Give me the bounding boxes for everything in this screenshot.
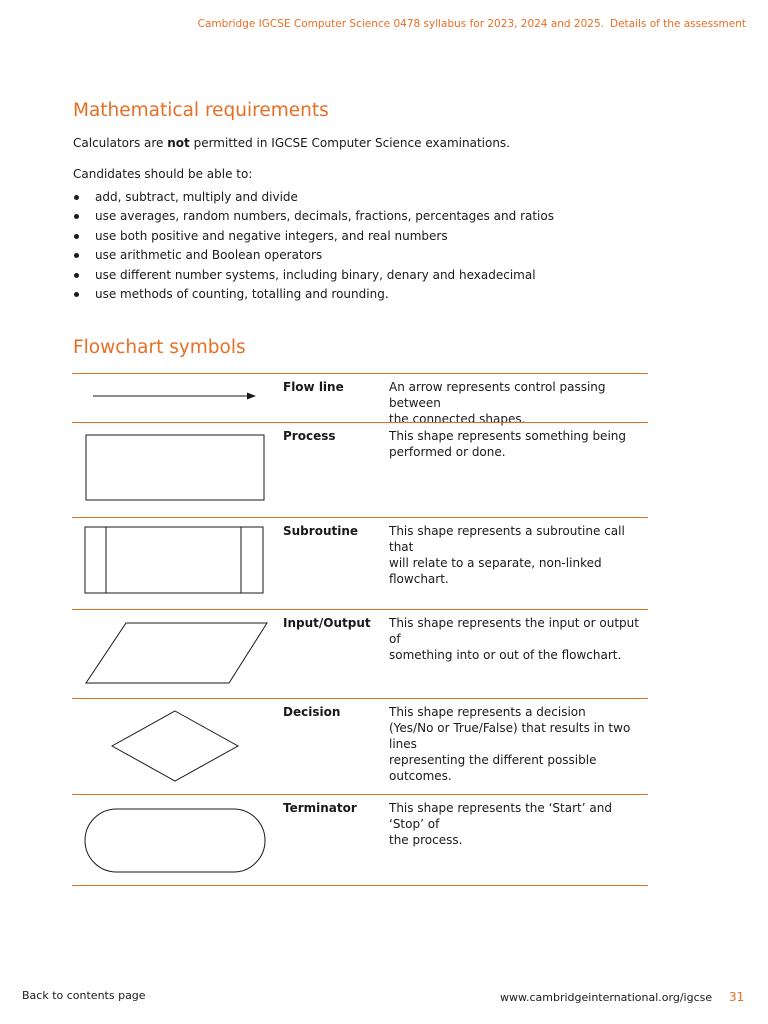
process-symbol <box>72 423 277 518</box>
desc-line: This shape represents a subroutine call that <box>389 524 625 554</box>
symbol-description <box>389 615 644 663</box>
running-header <box>198 18 746 30</box>
list-item: use both positive and negative integers, and real numbers <box>73 228 673 247</box>
section-heading-math: Mathematical requirements <box>73 100 329 121</box>
desc-line: An arrow represents control passing between <box>389 380 606 410</box>
section-heading-flowchart: Flowchart symbols <box>73 337 246 358</box>
page-number: 31 <box>729 990 745 1004</box>
calc-text-bold: not <box>167 136 190 150</box>
symbol-name: Subroutine <box>283 524 359 538</box>
input-output-symbol <box>72 610 277 699</box>
symbol-description <box>389 704 644 784</box>
table-bottom-rule <box>72 885 648 886</box>
desc-line: performed or done. <box>389 445 506 459</box>
symbol-name: Process <box>283 429 336 443</box>
table-row-flow-line <box>72 373 648 426</box>
list-item: use methods of counting, totalling and rounding. <box>73 286 673 305</box>
desc-line: the connected shapes. <box>389 412 526 426</box>
list-item: use averages, random numbers, decimals, fractions, percentages and ratios <box>73 208 673 227</box>
decision-symbol <box>72 699 277 795</box>
desc-line: will relate to a separate, non-linked flowchart. <box>389 556 602 586</box>
table-row-terminator <box>72 794 648 886</box>
desc-line: the process. <box>389 833 463 847</box>
symbol-name: Flow line <box>283 380 344 394</box>
desc-line: something into or out of the flowchart. <box>389 648 622 662</box>
desc-line: This shape represents the input or output of <box>389 616 639 646</box>
candidates-intro: Candidates should be able to: <box>73 167 253 181</box>
symbol-description <box>389 523 644 587</box>
subroutine-symbol <box>72 518 277 610</box>
desc-line: representing the different possible outcomes. <box>389 753 597 783</box>
header-section: Details of the assessment <box>609 18 746 30</box>
desc-line: (Yes/No or True/False) that results in two lines <box>389 721 631 751</box>
desc-line: This shape represents a decision <box>389 705 586 719</box>
calc-text-2: permitted in IGCSE Computer Science examinations. <box>189 136 510 150</box>
website-url: www.cambridgeinternational.org/igcse <box>500 991 713 1004</box>
table-row-decision <box>72 698 648 795</box>
symbol-name: Terminator <box>283 801 357 815</box>
list-item: add, subtract, multiply and divide <box>73 189 673 208</box>
back-to-contents-link[interactable]: Back to contents page <box>22 989 146 1002</box>
symbol-description <box>389 379 644 427</box>
symbol-name: Decision <box>283 705 341 719</box>
table-row-process <box>72 422 648 518</box>
math-requirements-list <box>73 189 673 305</box>
list-item: use different number systems, including binary, denary and hexadecimal <box>73 267 673 286</box>
flow-line-symbol <box>72 374 277 423</box>
table-row-input-output <box>72 609 648 699</box>
symbol-name: Input/Output <box>283 616 371 630</box>
calc-text-1: Calculators are <box>73 136 168 150</box>
symbol-description <box>389 428 644 460</box>
desc-line: This shape represents the ‘Start’ and ‘Stop’ of <box>389 801 612 831</box>
header-syllabus: Cambridge IGCSE Computer Science 0478 syllabus for 2023, 2024 and 2025. <box>197 18 604 30</box>
terminator-symbol <box>72 795 277 886</box>
desc-line: This shape represents something being <box>389 429 626 443</box>
symbol-description <box>389 800 644 848</box>
calculator-note <box>73 135 510 151</box>
list-item: use arithmetic and Boolean operators <box>73 247 673 266</box>
table-row-subroutine <box>72 517 648 610</box>
